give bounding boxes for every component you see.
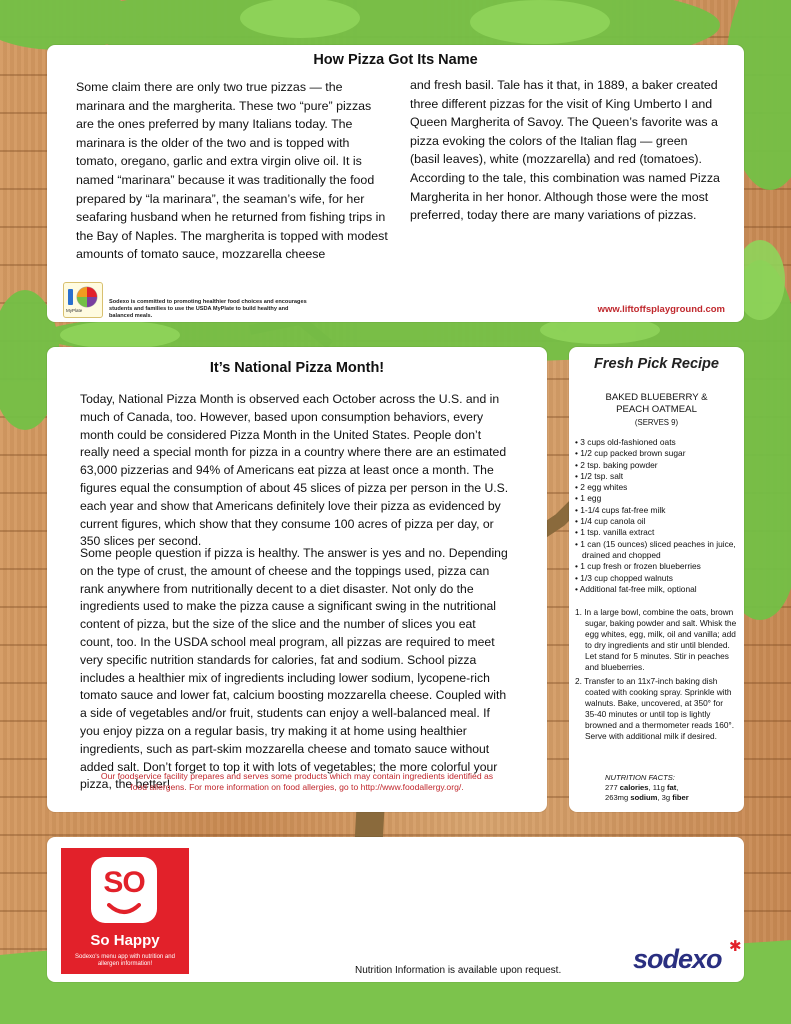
ingredient-item: • 2 egg whites xyxy=(575,482,628,493)
pizza-month-panel xyxy=(47,347,547,812)
pizza-name-panel xyxy=(47,45,744,322)
myplate-logo xyxy=(63,282,103,318)
ingredient-item: • 1 tsp. vanilla extract xyxy=(575,527,655,538)
star-icon: ✱ xyxy=(729,938,742,955)
nutrition-facts: NUTRITION FACTS: 277 calories, 11g fat, 263mg sodium, 3g fiber xyxy=(605,773,689,802)
recipe-name-line: PEACH OATMEAL xyxy=(616,404,697,415)
panel-title: It’s National Pizza Month! xyxy=(209,360,385,376)
ingredient-item: • 1/3 cup chopped walnuts xyxy=(575,572,673,583)
ingredient-item: • 1/4 cup canola oil xyxy=(575,516,646,527)
article-column-right: and fresh basil. Tale has it that, in 1889, a baker created three different pizzas for the visit of King Umberto I and Queen Margherita of Savoy. The Queen’s favorite was a pizza evoking the colors of the Italian flag — green (basil leaves), white (mozzarella) and red (tomatoes). According to the tale, this combination was named Pizza Margherita in her honor. Although those were the most preferred, today there are many variations of pizzas. xyxy=(410,78,720,223)
recipe-panel xyxy=(569,347,744,812)
panel-title: Fresh Pick Recipe xyxy=(594,356,719,372)
ingredient-item: • 3 cups old-fashioned oats xyxy=(575,437,676,447)
ingredient-item: • 1-1/4 cups fat-free milk xyxy=(575,504,666,515)
ingredient-item: • 1/2 tsp. salt xyxy=(575,470,624,481)
ingredient-item: • 1 can (15 ounces) sliced peaches in juice, drained and chopped xyxy=(575,538,736,560)
footer-panel xyxy=(47,837,744,982)
so-happy-logo-text: SO xyxy=(103,866,145,899)
smile-icon xyxy=(107,903,141,915)
allergen-line: Our foodservice facility prepares and serves some products which may contain ingredients identified as xyxy=(100,771,494,781)
allergen-notice xyxy=(97,771,497,793)
nutrition-label: NUTRITION FACTS: xyxy=(605,773,675,782)
so-happy-title: So Happy xyxy=(90,932,160,949)
article-paragraph: Today, National Pizza Month is observed each October across the U.S. and in much of Canada, too. However, based upon consumption behaviors, every month could be considered Pizza Month in the United States. People don’t really need a special month for pizza in a country where there are an estimated 63,000 pizzerias and 94% of Americans eat pizza at least once a month. The figures equal the consumption of about 45 slices of pizza per person in the U.S. each year and show that Americans definitely love their pizza as evidenced by current figures, which show that they consume 100 acres of pizza per day, or 350 slices per second. xyxy=(80,392,509,549)
nutrition-availability: Nutrition Information is available upon request. xyxy=(355,965,562,976)
recipe-serves: (SERVES 9) xyxy=(634,418,679,427)
ingredient-list xyxy=(575,437,740,595)
myplate-label: MyPlate xyxy=(66,308,83,313)
recipe-step: 1. In a large bowl, combine the oats, brown sugar, baking powder and salt. Whisk the egg whites, egg, milk, oil and vanilla; add to dry ingredients and stir until blended. Let stand for 5 minutes. Stir in peaches and blueberries. xyxy=(575,607,737,673)
ingredient-item: • 1 cup fresh or frozen blueberries xyxy=(575,561,701,572)
recipe-name-line: BAKED BLUEBERRY & xyxy=(605,392,708,403)
myplate-disclaimer: Sodexo is committed to promoting healthier food choices and encourages students and families to use the USDA MyPlate to build healthy and balanced meals. xyxy=(109,299,307,319)
recipe-step: 2. Transfer to an 11x7-inch baking dish coated with cooking spray. Sprinkle with walnuts. Bake, uncovered, at 350° for 35-40 minutes or until top is lightly browned and a thermometer reads 160°. Serve with additional milk if desired. xyxy=(575,675,735,742)
website-link[interactable]: www.liftoffsplayground.com xyxy=(597,304,725,315)
ingredient-item: • Additional fat-free milk, optional xyxy=(575,583,697,594)
ingredient-item: • 2 tsp. baking powder xyxy=(575,459,658,470)
article-column-left: Some claim there are only two true pizzas — the marinara and the margherita. These two “pure” pizzas are the ones preferred by many Italians today. The marinara is the older of the two and is topped with tomato, oregano, garlic and extra virgin olive oil. It is named “marinara” because it was traditionally the food prepared by “la marinara”, the seaman’s wife, for her seafaring husband when he returned from fishing trips in the Bay of Naples. The margherita is topped with modest amounts of tomato sauce, mozzarella cheese xyxy=(76,80,388,262)
so-happy-icon xyxy=(91,857,157,923)
ingredient-item: • 1/2 cup packed brown sugar xyxy=(575,448,686,459)
so-happy-logo[interactable] xyxy=(61,848,189,974)
article-paragraph: Some people question if pizza is healthy. The answer is yes and no. Depending on the type of crust, the amount of cheese and the toppings used, pizza can rank anywhere from nutritionally decent to a diet disaster. Not only do the ingredients used to make the pizza cause a significant swing in the nutritional content of pizza, but the size of the slice and the number of slices you eat count, too. In the USDA school meal program, all pizzas are required to meet very specific nutrition standards for calories, fat and sodium. School pizza includes a healthier mix of ingredients including lower sodium, lycopene-rich tomato sauce and lower fat, calcium boosting mozzarella cheese. Coupled with a side of vegetables and/or fruit, students can enjoy a well-balanced meal. If you enjoy pizza on a regular basis, try making it at home using healthier ingredients, such as part-skim mozzarella cheese and tomato sauce without added salt. Don’t forget to top it with lots of vegetables; the more colorful your pizza, the better! xyxy=(80,546,508,792)
sodexo-logo: sodexo xyxy=(633,944,722,974)
so-happy-subtitle: Sodexo's menu app with nutrition and allergen information! xyxy=(75,954,175,967)
recipe-name xyxy=(569,392,744,416)
panel-title: How Pizza Got Its Name xyxy=(313,52,478,68)
recipe-steps xyxy=(575,607,737,744)
allergen-line: food allergens. For more information on food allergies, go to http://www.foodallergy.org/. xyxy=(130,782,464,792)
ingredient-item: • 1 egg xyxy=(575,493,602,504)
